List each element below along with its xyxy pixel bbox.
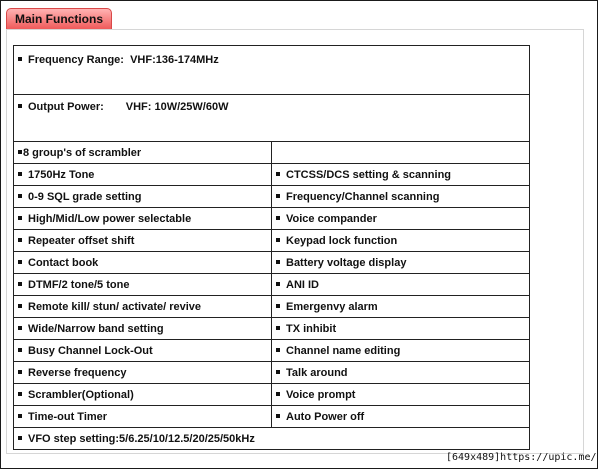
feature-label: ANI ID — [286, 278, 319, 291]
feature-label: Channel name editing — [286, 344, 401, 357]
feature-label: Busy Channel Lock-Out — [28, 344, 153, 357]
feature-cell-left — [14, 340, 272, 362]
feature-label: 0-9 SQL grade setting — [28, 190, 142, 203]
feature-cell-right — [272, 362, 530, 384]
vfo-step-cell: VFO step setting:5/6.25/10/12.5/20/25/50kHz — [14, 428, 530, 450]
table-row — [14, 186, 530, 208]
feature-cell-right — [272, 318, 530, 340]
feature-cell-left — [14, 362, 272, 384]
feature-cell-left — [14, 406, 272, 428]
bullet-icon — [276, 282, 280, 286]
bullet-icon — [18, 194, 22, 198]
bullet-icon — [276, 172, 280, 176]
output-power-value: VHF: 10W/25W/60W — [125, 101, 229, 113]
bullet-icon — [18, 172, 22, 176]
bullet-icon — [18, 304, 22, 308]
bullet-icon — [18, 282, 22, 286]
feature-cell-right — [272, 164, 530, 186]
frequency-range-value: VHF:136-174MHz — [130, 54, 219, 66]
tab-label: Main Functions — [15, 12, 103, 26]
bullet-icon — [18, 57, 22, 61]
table-row — [14, 406, 530, 428]
frequency-range-cell — [14, 46, 530, 95]
table-row — [14, 362, 530, 384]
feature-cell-right — [272, 296, 530, 318]
bullet-icon — [276, 348, 280, 352]
feature-cell-right — [272, 230, 530, 252]
feature-cell-left — [14, 164, 272, 186]
bullet-icon — [18, 370, 22, 374]
bullet-icon — [18, 326, 22, 330]
feature-cell-left — [14, 318, 272, 340]
bullet-icon — [18, 104, 22, 108]
feature-cell-left — [14, 230, 272, 252]
feature-label: Auto Power off — [286, 410, 365, 423]
bullet-icon — [276, 304, 280, 308]
table-row — [14, 384, 530, 406]
feature-cell-left — [14, 252, 272, 274]
empty-cell — [272, 142, 530, 164]
feature-cell-left — [14, 274, 272, 296]
feature-label: Repeater offset shift — [28, 234, 135, 247]
feature-label: Voice compander — [286, 212, 377, 225]
feature-label: High/Mid/Low power selectable — [28, 212, 192, 225]
feature-cell-right — [272, 274, 530, 296]
feature-label: Wide/Narrow band setting — [28, 322, 164, 335]
feature-label: Reverse frequency — [28, 366, 127, 379]
feature-cell-right — [272, 186, 530, 208]
feature-label: TX inhibit — [286, 322, 337, 335]
feature-label: Voice prompt — [286, 388, 356, 401]
output-power-label: Output Power: — [28, 101, 104, 113]
feature-cell-left — [14, 384, 272, 406]
feature-cell-right — [272, 384, 530, 406]
table-row — [14, 318, 530, 340]
feature-label: Scrambler(Optional) — [28, 388, 134, 401]
feature-label: DTMF/2 tone/5 tone — [28, 278, 130, 291]
table-row — [14, 230, 530, 252]
feature-cell-left — [14, 208, 272, 230]
feature-label: Emergenvy alarm — [286, 300, 378, 313]
feature-label: Time-out Timer — [28, 410, 108, 423]
bullet-icon — [18, 238, 22, 242]
bullet-icon — [18, 436, 22, 440]
bullet-icon — [18, 150, 22, 154]
bullet-icon — [18, 216, 22, 220]
table-row — [14, 142, 530, 164]
bullet-icon — [276, 216, 280, 220]
table-row — [14, 428, 530, 450]
feature-label: Talk around — [286, 366, 348, 379]
feature-label: 1750Hz Tone — [28, 168, 95, 181]
bullet-icon — [18, 260, 22, 264]
bullet-icon — [276, 392, 280, 396]
output-power-cell — [14, 95, 530, 142]
feature-cell-right — [272, 208, 530, 230]
watermark: [649x489]https://upic.me/ — [446, 452, 597, 463]
bullet-icon — [276, 238, 280, 242]
feature-cell-left — [14, 296, 272, 318]
table-row — [14, 296, 530, 318]
feature-label: Keypad lock function — [286, 234, 398, 247]
bullet-icon — [276, 326, 280, 330]
table-row — [14, 95, 530, 142]
bullet-icon — [276, 194, 280, 198]
table-row — [14, 164, 530, 186]
table-row — [14, 340, 530, 362]
frequency-range-label: Frequency Range: — [28, 54, 124, 66]
bullet-icon — [276, 414, 280, 418]
main-functions-tab[interactable] — [6, 8, 112, 30]
table-row — [14, 46, 530, 95]
scrambler-groups-cell: 8 group's of scrambler — [14, 142, 272, 164]
table-row — [14, 274, 530, 296]
table-row — [14, 252, 530, 274]
feature-cell-left — [14, 186, 272, 208]
feature-label: Contact book — [28, 256, 99, 269]
bullet-icon — [276, 260, 280, 264]
bullet-icon — [18, 414, 22, 418]
feature-cell-right — [272, 252, 530, 274]
bullet-icon — [276, 370, 280, 374]
feature-label: Battery voltage display — [286, 256, 407, 269]
feature-label: CTCSS/DCS setting & scanning — [286, 168, 452, 181]
feature-cell-right — [272, 340, 530, 362]
feature-label: Frequency/Channel scanning — [286, 190, 440, 203]
table-row — [14, 208, 530, 230]
feature-label: Remote kill/ stun/ activate/ revive — [28, 300, 202, 313]
spec-table — [13, 45, 530, 450]
feature-cell-right — [272, 406, 530, 428]
bullet-icon — [18, 392, 22, 396]
bullet-icon — [18, 348, 22, 352]
